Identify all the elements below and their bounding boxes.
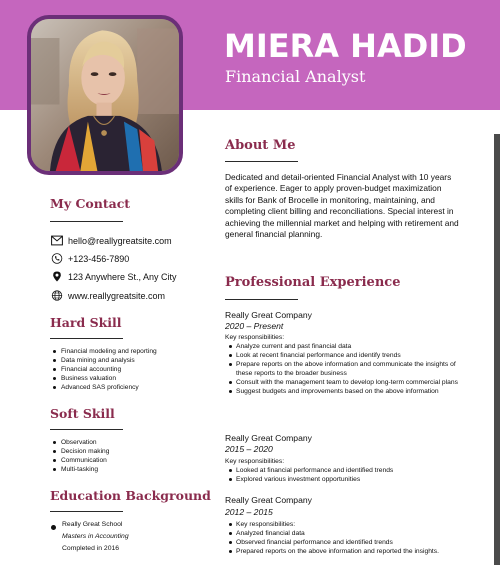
list-item: Looked at financial performance and identified trends [228, 466, 458, 475]
experience-heading: Professional Experience [225, 275, 401, 290]
person-name: MIERA HADID [224, 27, 467, 65]
job-2-responsibilities [228, 466, 458, 484]
list-item: Data mining and analysis [52, 356, 157, 365]
job-1-company: Really Great Company [225, 310, 312, 320]
about-heading-rule [225, 161, 298, 162]
globe-icon [50, 290, 63, 301]
contact-website[interactable] [50, 290, 165, 301]
education-completed: Completed in 2016 [62, 545, 120, 552]
contact-heading: My Contact [50, 196, 131, 211]
location-pin-icon [50, 271, 63, 282]
education-bullet [51, 525, 56, 530]
education-degree: Masters in Accounting [62, 533, 129, 540]
list-item: Key responsibilities: [228, 520, 458, 529]
contact-heading-rule [50, 221, 123, 222]
job-1-resp-label: Key responsibilities: [225, 334, 285, 341]
soft-skill-heading-rule [50, 429, 123, 430]
contact-address[interactable] [50, 271, 177, 282]
job-3-company: Really Great Company [225, 495, 312, 505]
job-3-responsibilities [228, 520, 458, 556]
contact-address-text: 123 Anywhere St., Any City [68, 271, 177, 282]
experience-heading-rule [225, 299, 298, 300]
list-item: Explored various investment opportunities [228, 475, 458, 484]
phone-icon [50, 253, 63, 264]
list-item: Suggest budgets and improvements based on the above information [228, 387, 458, 396]
mail-icon [50, 235, 63, 246]
list-item: Observed financial performance and identified trends [228, 538, 458, 547]
list-item: Consult with the management team to develop long-term commercial plans [228, 378, 458, 387]
job-1-period: 2020 – Present [225, 321, 284, 331]
job-3-period: 2012 – 2015 [225, 507, 273, 517]
soft-skill-heading: Soft Skill [50, 406, 115, 421]
list-item: Business valuation [52, 374, 157, 383]
job-1-responsibilities [228, 342, 458, 396]
list-item: Advanced SAS proficiency [52, 383, 157, 392]
contact-email-text: hello@reallygreatsite.com [68, 235, 172, 246]
education-heading: Education Background [50, 488, 211, 503]
hard-skill-heading-rule [50, 338, 123, 339]
contact-email[interactable] [50, 235, 172, 246]
contact-website-text: www.reallygreatsite.com [68, 290, 166, 301]
profile-photo [27, 15, 183, 175]
list-item: Multi-tasking [52, 465, 109, 474]
contact-phone-text: +123-456-7890 [68, 253, 130, 264]
list-item: Analyze current and past financial data [228, 342, 458, 351]
job-title: Financial Analyst [225, 67, 366, 86]
job-2-resp-label: Key responsibilities: [225, 458, 285, 465]
list-item: Financial modeling and reporting [52, 347, 157, 356]
list-item: Prepare reports on the above information and communicate the insights of these reports to the broader business [228, 360, 458, 378]
list-item: Observation [52, 438, 109, 447]
about-text: Dedicated and detail-oriented Financial Analyst with 10 years of experience. Eager to apply proven-budget maximization skills for Bank of Brocelle in monitoring, maintaining, and completing client billing and reconciliations. Special interest in achieving the millennial market and helping with retirement and general financial planning. [225, 172, 459, 240]
contact-phone[interactable] [50, 253, 129, 264]
list-item: Prepared reports on the above information and reported the insights. [228, 547, 458, 556]
education-heading-rule [50, 511, 123, 512]
soft-skill-list [52, 438, 109, 474]
list-item: Analyzed financial data [228, 529, 458, 538]
portrait-image [31, 19, 179, 171]
list-item: Look at recent financial performance and identify trends [228, 351, 458, 360]
education-school: Really Great School [62, 521, 123, 528]
job-2-period: 2015 – 2020 [225, 444, 273, 454]
right-side-rule [494, 134, 500, 565]
hard-skill-list [52, 347, 157, 392]
list-item: Communication [52, 456, 109, 465]
about-heading: About Me [225, 138, 296, 153]
list-item: Financial accounting [52, 365, 157, 374]
job-2-company: Really Great Company [225, 433, 312, 443]
list-item: Decision making [52, 447, 109, 456]
hard-skill-heading: Hard Skill [50, 315, 122, 330]
